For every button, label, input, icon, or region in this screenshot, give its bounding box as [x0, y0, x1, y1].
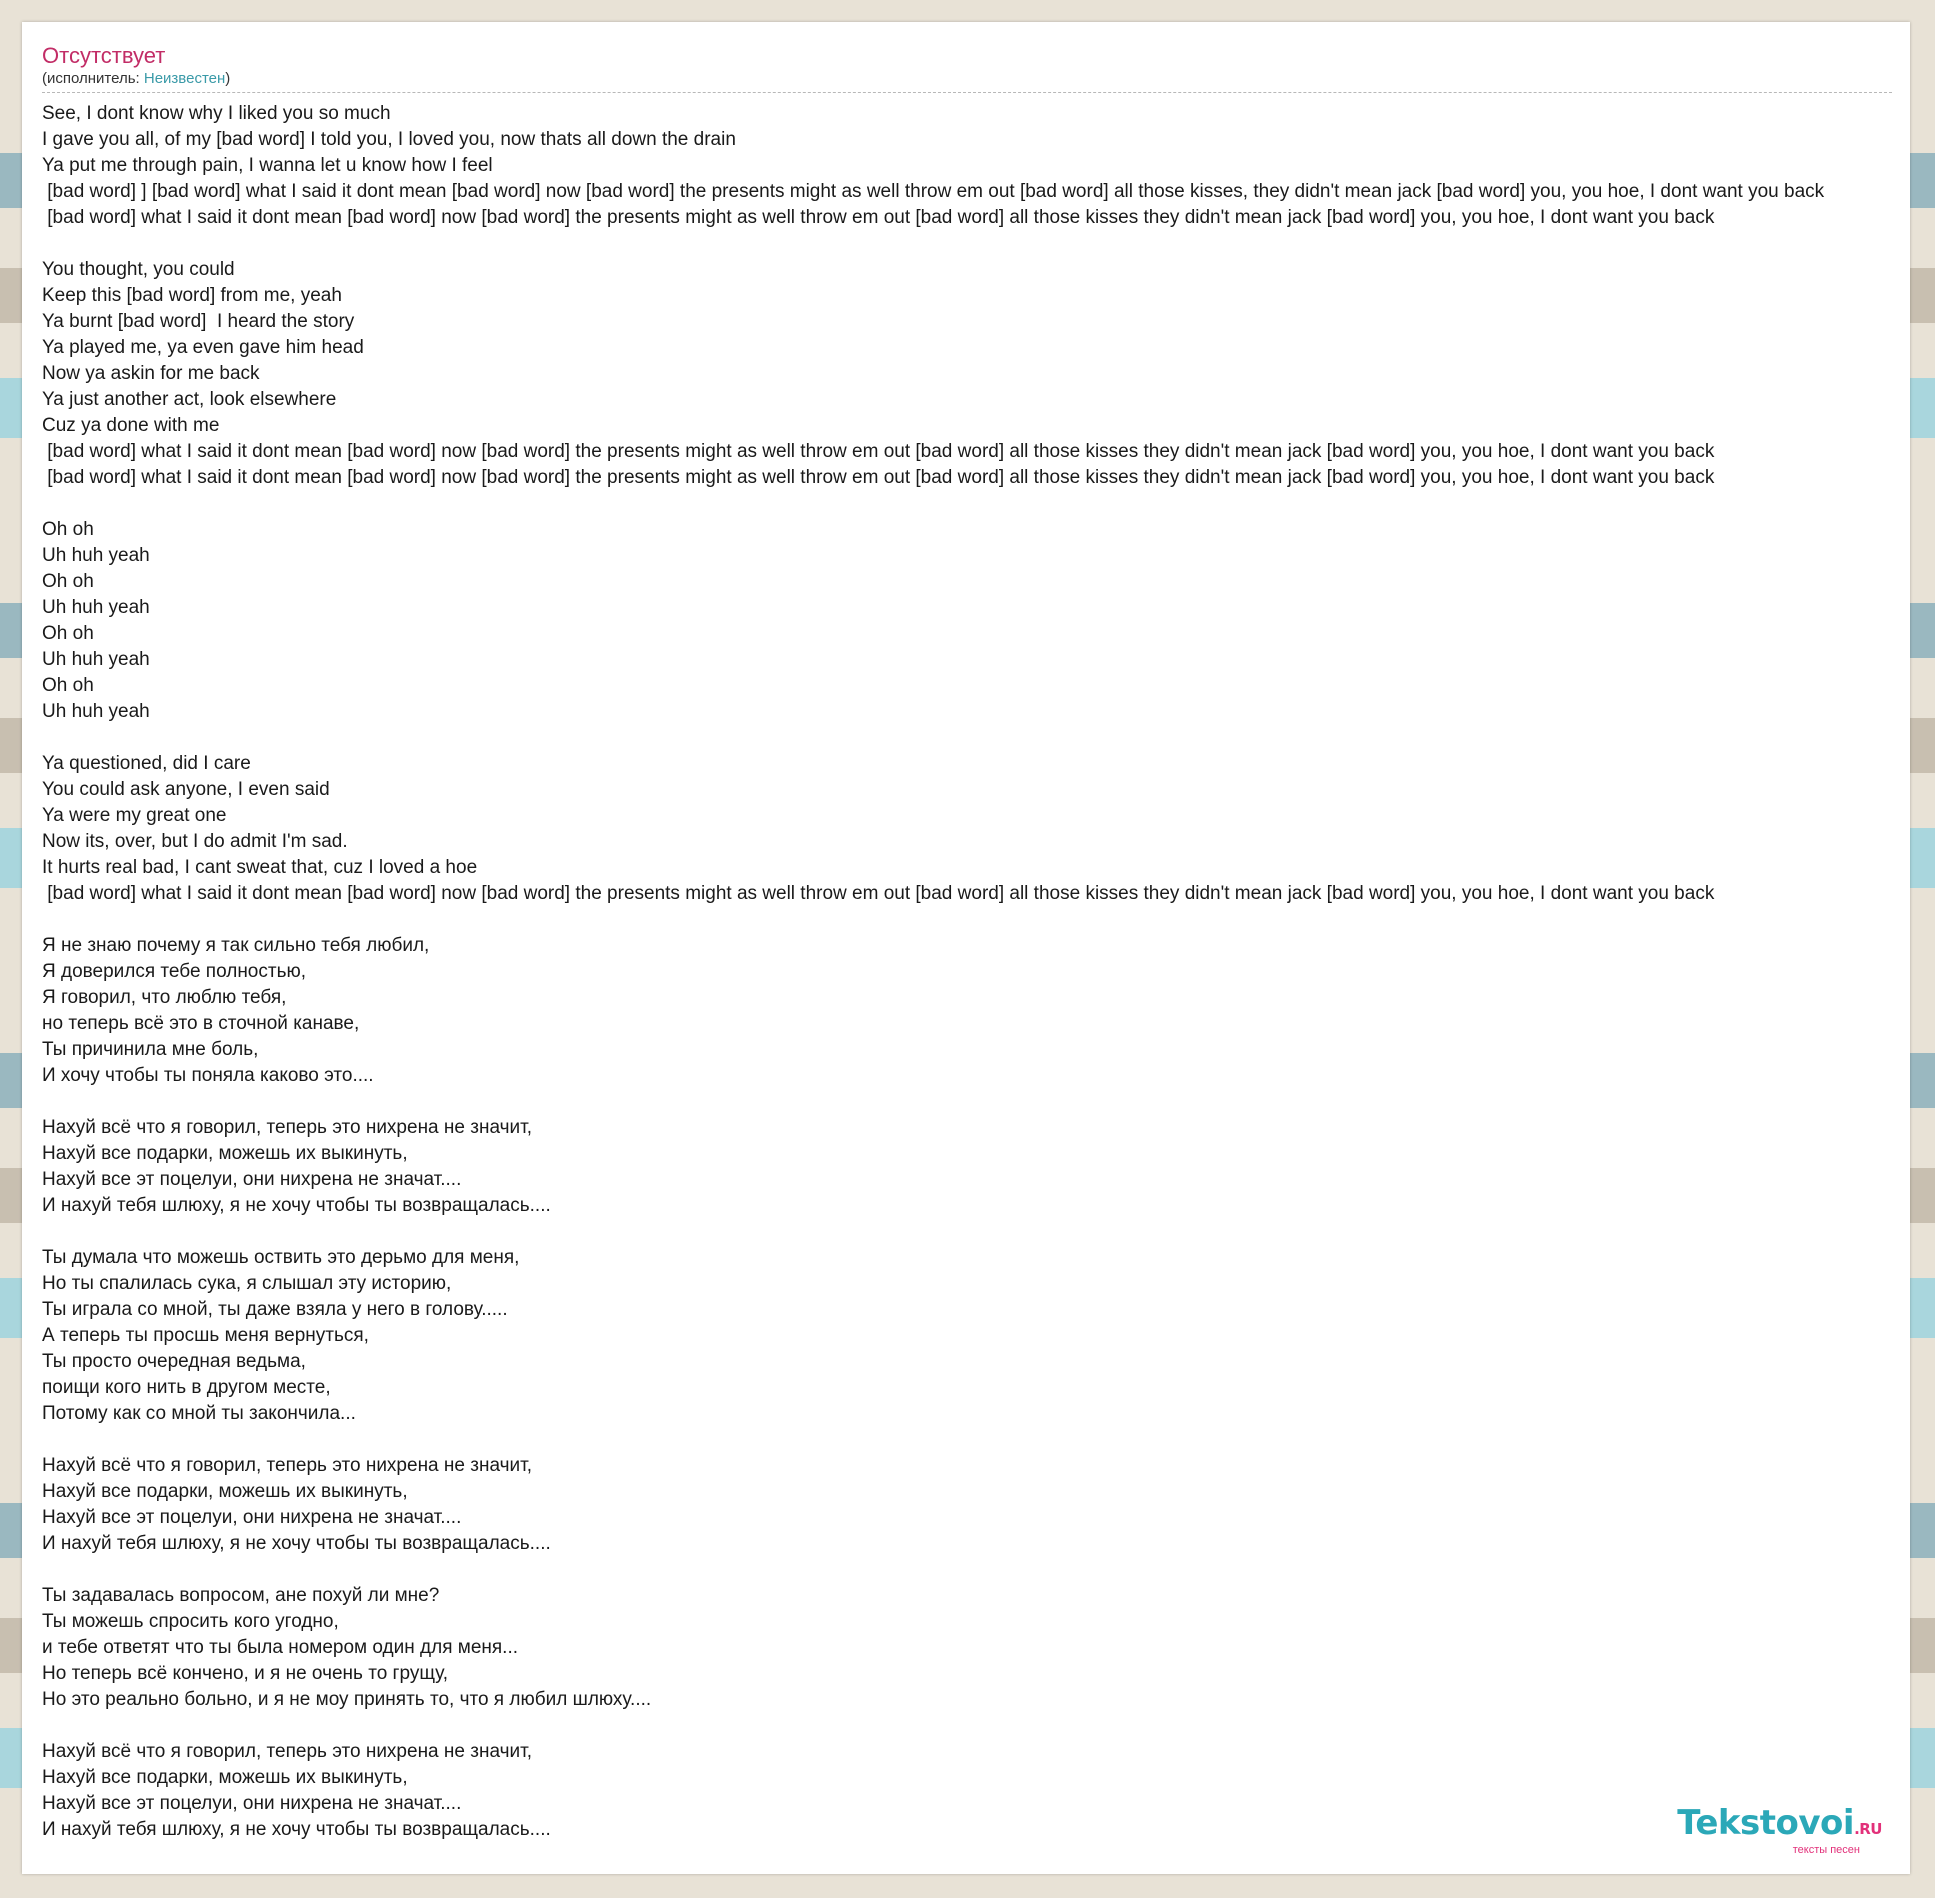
lyric-line: It hurts real bad, I cant sweat that, cuz I loved a hoe: [42, 857, 478, 878]
lyric-line: I gave you all, of my [bad word] I told you, I loved you, now thats all down the drain: [42, 129, 736, 150]
lyric-line: [42, 1427, 1910, 1453]
lyric-line: И нахуй тебя шлюху, я не хочу чтобы ты возвращалась....: [42, 1195, 551, 1216]
lyric-line: Но теперь всё кончено, и я не очень то грущу,: [42, 1663, 449, 1684]
lyric-line: Нахуй все подарки, можешь их выкинуть,: [42, 1143, 408, 1164]
lyric-line: Я не знаю почему я так сильно тебя любил,: [42, 935, 430, 956]
lyric-line: Ты можешь спросить кого угодно,: [42, 1611, 339, 1632]
lyric-line: Нахуй все эт поцелуи, они нихрена не значат....: [42, 1169, 462, 1190]
tekstovoi-logo[interactable]: [1677, 1803, 1882, 1856]
logo-tld: .RU: [1854, 1820, 1882, 1838]
lyrics-page: [22, 22, 1910, 1874]
artist-suffix: ): [225, 70, 231, 87]
lyric-line: Нахуй все подарки, можешь их выкинуть,: [42, 1767, 408, 1788]
lyric-line: Нахуй всё что я говорил, теперь это нихрена не значит,: [42, 1117, 532, 1138]
lyric-line: А теперь ты просшь меня вернуться,: [42, 1325, 369, 1346]
lyric-line: И нахуй тебя шлюху, я не хочу чтобы ты возвращалась....: [42, 1819, 551, 1840]
lyric-line: Нахуй все подарки, можешь их выкинуть,: [42, 1481, 408, 1502]
lyric-line: [42, 491, 1910, 517]
lyric-line: [42, 1713, 1910, 1739]
lyric-line: Ты думала что можешь оствить это дерьмо для меня,: [42, 1247, 520, 1268]
lyric-line: Ya played me, ya even gave him head: [42, 337, 364, 358]
lyric-line: You could ask anyone, I even said: [42, 779, 330, 800]
lyric-line: Ya just another act, look elsewhere: [42, 389, 337, 410]
lyric-line: [bad word] ] [bad word] what I said it dont mean [bad word] now [bad word] the presents might as well throw em out [bad word] all those kisses, they didn't mean jack [bad word] you, you hoe, I dont want you back: [42, 181, 1825, 202]
lyric-line: И нахуй тебя шлюху, я не хочу чтобы ты возвращалась....: [42, 1533, 551, 1554]
lyrics-content: [42, 42, 1910, 1843]
lyric-line: [bad word] what I said it dont mean [bad word] now [bad word] the presents might as well throw em out [bad word] all those kisses they didn't mean jack [bad word] you, you hoe, I dont want you back: [42, 883, 1715, 904]
lyric-line: [bad word] what I said it dont mean [bad word] now [bad word] the presents might as well throw em out [bad word] all those kisses they didn't mean jack [bad word] you, you hoe, I dont want you back: [42, 441, 1715, 462]
lyric-line: You thought, you could: [42, 259, 235, 280]
lyric-line: Oh oh: [42, 623, 94, 644]
lyric-line: Ya burnt [bad word] I heard the story: [42, 311, 355, 332]
artist-line: [42, 70, 1892, 93]
logo-main-text: Tekstovoi: [1677, 1803, 1855, 1843]
lyric-line: Я доверился тебе полностью,: [42, 961, 307, 982]
lyric-line: Oh oh: [42, 519, 94, 540]
lyric-line: Now its, over, but I do admit I'm sad.: [42, 831, 348, 852]
lyric-line: Ya were my great one: [42, 805, 227, 826]
lyric-line: и тебе ответят что ты была номером один для меня...: [42, 1637, 519, 1658]
lyric-line: [42, 725, 1910, 751]
lyric-line: Uh huh yeah: [42, 545, 150, 566]
lyric-line: Ты причинила мне боль,: [42, 1039, 259, 1060]
lyric-line: но теперь всё это в сточной канаве,: [42, 1013, 360, 1034]
lyric-line: Нахуй все эт поцелуи, они нихрена не значат....: [42, 1793, 462, 1814]
lyric-line: Я говорил, что люблю тебя,: [42, 987, 287, 1008]
lyric-line: И хочу чтобы ты поняла каково это....: [42, 1065, 374, 1086]
lyric-line: Но это реально больно, и я не моу принять то, что я любил шлюху....: [42, 1689, 652, 1710]
lyric-line: Ты играла со мной, ты даже взяла у него в голову.....: [42, 1299, 508, 1320]
artist-link[interactable]: Неизвестен: [143, 70, 226, 87]
lyric-line: Keep this [bad word] from me, yeah: [42, 285, 342, 306]
lyric-line: Нахуй всё что я говорил, теперь это нихрена не значит,: [42, 1741, 532, 1762]
lyric-line: поищи кого нить в другом месте,: [42, 1377, 331, 1398]
lyric-line: [42, 1089, 1910, 1115]
lyric-line: [42, 231, 1910, 257]
lyric-line: Now ya askin for me back: [42, 363, 260, 384]
lyric-line: Uh huh yeah: [42, 649, 150, 670]
lyric-line: Uh huh yeah: [42, 597, 150, 618]
lyric-line: [42, 907, 1910, 933]
lyric-line: Cuz ya done with me: [42, 415, 220, 436]
lyric-line: Потому как со мной ты закончила...: [42, 1403, 356, 1424]
lyric-line: Ya questioned, did I care: [42, 753, 251, 774]
lyric-line: Нахуй все эт поцелуи, они нихрена не значат....: [42, 1507, 462, 1528]
lyric-line: Но ты спалилась сука, я слышал эту историю,: [42, 1273, 452, 1294]
lyrics-text: [42, 101, 1910, 1843]
lyric-line: [bad word] what I said it dont mean [bad word] now [bad word] the presents might as well throw em out [bad word] all those kisses they didn't mean jack [bad word] you, you hoe, I dont want you back: [42, 467, 1715, 488]
lyric-line: Ya put me through pain, I wanna let u know how I feel: [42, 155, 493, 176]
lyric-line: Oh oh: [42, 675, 94, 696]
lyric-line: Oh oh: [42, 571, 94, 592]
lyric-line: Ты просто очередная ведьма,: [42, 1351, 306, 1372]
lyric-line: Uh huh yeah: [42, 701, 150, 722]
lyric-line: [42, 1557, 1910, 1583]
lyric-line: [bad word] what I said it dont mean [bad word] now [bad word] the presents might as well throw em out [bad word] all those kisses they didn't mean jack [bad word] you, you hoe, I dont want you back: [42, 207, 1715, 228]
logo-tagline: тексты песен: [1792, 1844, 1860, 1856]
lyric-line: See, I dont know why I liked you so much: [42, 103, 391, 124]
song-title: Отсутствует: [42, 43, 166, 68]
lyric-line: Нахуй всё что я говорил, теперь это нихрена не значит,: [42, 1455, 532, 1476]
artist-prefix: (исполнитель:: [42, 70, 144, 87]
lyric-line: Ты задавалась вопросом, ане похуй ли мне?: [42, 1585, 440, 1606]
lyric-line: [42, 1219, 1910, 1245]
